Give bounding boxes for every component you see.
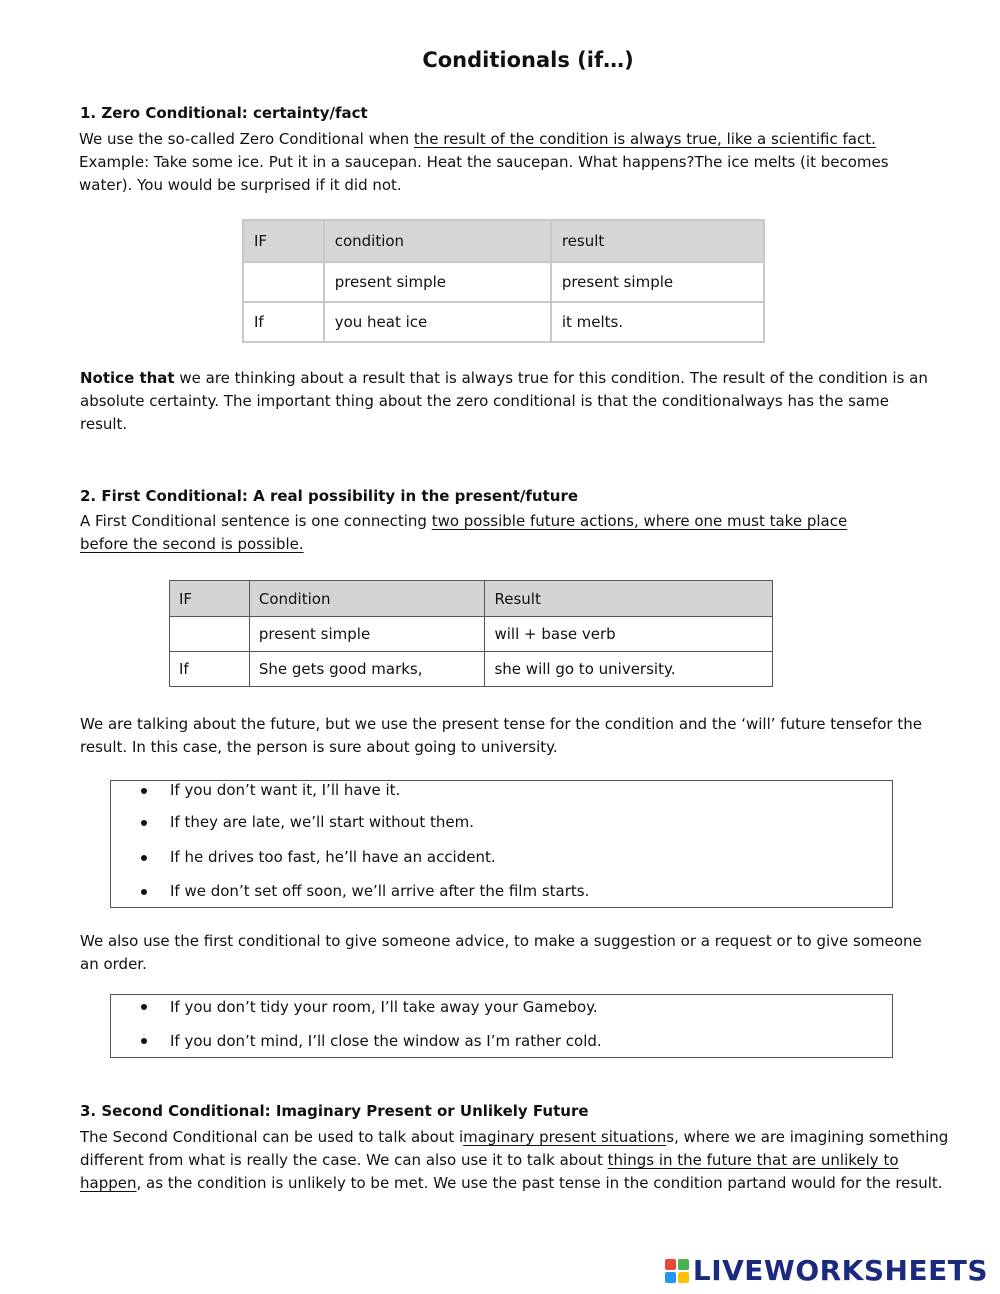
table-header: condition — [324, 220, 551, 262]
page-title: Conditionals (if…) — [422, 48, 634, 72]
section-2-underlined: two possible future actions, where one must take place before the second is possible. — [80, 512, 848, 553]
logo-cube — [665, 1259, 676, 1270]
table-header: result — [551, 220, 764, 262]
list-item: If you don’t want it, I’ll have it. — [170, 781, 401, 799]
liveworksheets-logo — [665, 1254, 988, 1287]
advice-examples-box — [110, 994, 893, 1058]
bullet-icon — [141, 889, 147, 895]
first-conditional-table — [169, 580, 773, 687]
list-item: If he drives too fast, he’ll have an accident. — [170, 848, 496, 866]
list-item: If we don’t set off soon, we’ll arrive after the film starts. — [170, 882, 590, 900]
section-2-paragraph: A First Conditional sentence is one connecting two possible future actions, where one must take place before the second is possible. — [80, 512, 848, 553]
table-cell: present simple — [551, 262, 764, 302]
notice-paragraph: Notice that we are thinking about a result that is always true for this condition. The result of the condition is an absolute certainty. The important thing about the zero conditional is that the conditionalways has the same result. — [80, 369, 928, 433]
bullet-icon — [141, 788, 147, 794]
table-cell: you heat ice — [324, 302, 551, 342]
logo-cube — [678, 1259, 689, 1270]
table-cell: She gets good marks, — [249, 652, 485, 687]
table-header: Result — [485, 581, 773, 617]
list-item: If you don’t mind, I’ll close the window as I’m rather cold. — [170, 1032, 602, 1050]
bullet-icon — [141, 1004, 147, 1010]
bullet-icon — [141, 855, 147, 861]
logo-cube — [665, 1272, 676, 1283]
table-cell: If — [170, 652, 250, 687]
advice-paragraph: We also use the first conditional to give someone advice, to make a suggestion or a request or to give someone an order. — [80, 932, 922, 973]
section-2-heading: 2. First Conditional: A real possibility in the present/future — [80, 487, 579, 505]
logo-text: LIVEWORKSHEETS — [692, 1254, 988, 1287]
bullet-icon — [141, 820, 147, 826]
table-cell — [170, 617, 250, 652]
table-header: IF — [243, 220, 324, 262]
section-1-heading: 1. Zero Conditional: certainty/fact — [80, 104, 368, 122]
bullet-icon — [141, 1038, 147, 1044]
table-cell: If — [243, 302, 324, 342]
zero-conditional-table — [242, 219, 765, 343]
table-cell: present simple — [324, 262, 551, 302]
table-header: IF — [170, 581, 250, 617]
section-3-paragraph: The Second Conditional can be used to talk about imaginary present situations, where we are imagining something different from what is really the case. We can also use it to talk about things in the future that are unlikely to happen, as the condition is unlikely to be met. We use the past tense in the condition partand would for the result. — [80, 1128, 949, 1192]
list-item: If they are late, we’ll start without them. — [170, 813, 474, 831]
table-cell: present simple — [249, 617, 485, 652]
section-3-heading: 3. Second Conditional: Imaginary Present or Unlikely Future — [80, 1102, 589, 1120]
table-cell — [243, 262, 324, 302]
table-header: Condition — [249, 581, 485, 617]
table-cell: it melts. — [551, 302, 764, 342]
future-explanation-paragraph: We are talking about the future, but we use the present tense for the condition and the ‘will’ future tensefor the result. In this case, the person is sure about going to university. — [80, 715, 922, 756]
examples-box — [110, 780, 893, 908]
logo-cube — [678, 1272, 689, 1283]
table-cell: she will go to university. — [485, 652, 773, 687]
table-cell: will + base verb — [485, 617, 773, 652]
section-1-paragraph: We use the so-called Zero Conditional when the result of the condition is always true, like a scientific fact. Example: Take some ice. Put it in a saucepan. Heat the saucepan. What happens?The ice melts (it becomes water). You would be surprised if it did not. — [79, 130, 889, 194]
section-1-underlined: the result of the condition is always true, like a scientific fact. — [413, 130, 876, 148]
list-item: If you don’t tidy your room, I’ll take away your Gameboy. — [170, 998, 598, 1016]
logo-cubes-icon — [665, 1259, 689, 1283]
